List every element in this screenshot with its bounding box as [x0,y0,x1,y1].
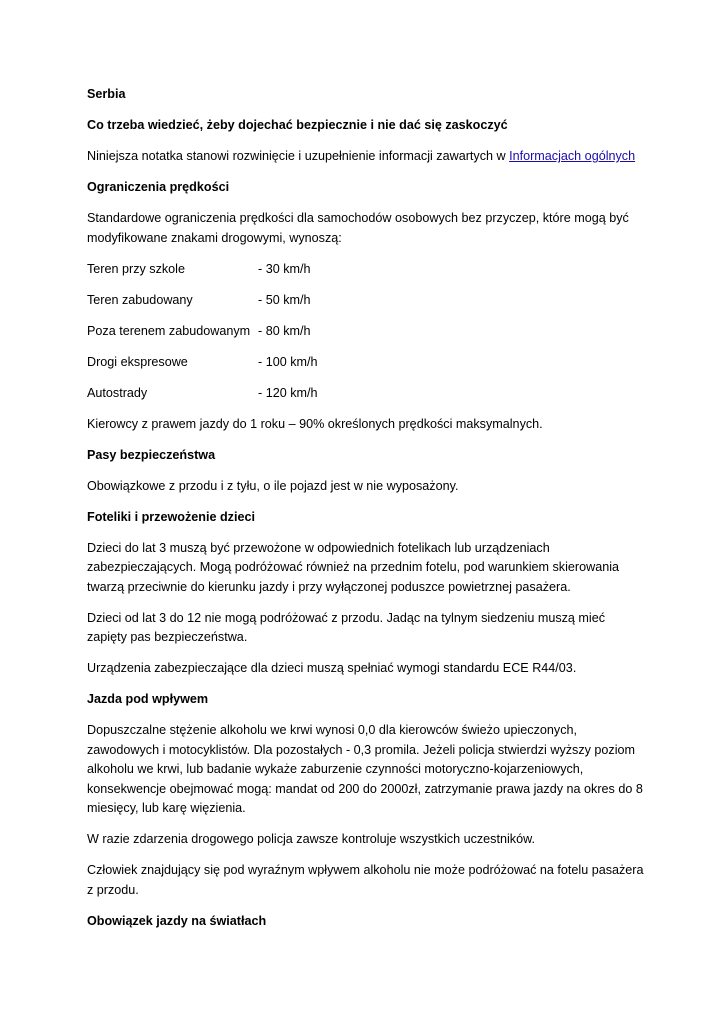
document-body [87,85,647,943]
speed-row-label: Teren przy szkole [87,261,185,276]
speed-row-label: Autostrady [87,385,148,400]
speed-row-label: Teren zabudowany [87,292,193,307]
general-info-link[interactable]: Informacjach ogólnych [509,149,636,163]
speed-row [87,260,647,280]
children-paragraph: Dzieci od lat 3 do 12 nie mogą podróżować z przodu. Jadąc na tylnym siedzeniu muszą mieć zapięty pas bezpieczeństwa. [87,610,606,644]
speed-row-value: - 30 km/h [258,261,311,276]
speed-row [87,291,647,311]
children-heading: Foteliki i przewożenie dzieci [87,509,255,524]
intro-paragraph [87,147,647,167]
alcohol-heading: Jazda pod wpływem [87,692,209,706]
speed-row-value: - 50 km/h [258,292,311,307]
speed-row-value: - 100 km/h [258,354,318,369]
lights-heading: Obowiązek jazdy na światłach [87,913,267,928]
speed-row-label: Drogi ekspresowe [87,354,188,369]
speed-row-label: Poza terenem zabudowanym [87,323,251,338]
alcohol-paragraph: Dopuszczalne stężenie alkoholu we krwi wynosi 0,0 dla kierowców świeżo upieczonych, zawodowych i motocyklistów. Dla pozostałych - 0,3 promila. Jeżeli policja stwierdzi wyższy poziom alkoholu we krwi, lub badanie wykaże zaburzenie czynności motoryczno-kojarzeniowych, konsekwencje obejmować mogą: mandat od 200 do 2000zł, zatrzymanie prawa jazdy na okres do 8 miesięcy, lub karę więzienia. [87,723,643,815]
children-paragraph: Dzieci do lat 3 muszą być przewożone w odpowiednich fotelikach lub urządzeniach zabezpieczających. Mogą podróżować również na przednim fotelu, pod warunkiem skierowania twarzą przeciwnie do kierunku jazdy i przy wyłączonej poduszce powietrznej pasażera. [87,540,620,594]
speed-row-value: - 80 km/h [258,323,311,338]
alcohol-paragraph: W razie zdarzenia drogowego policja zawsze kontroluje wszystkich uczestników. [87,832,535,846]
document-title: Serbia [87,87,126,101]
belts-heading: Pasy bezpieczeństwa [87,447,216,462]
belts-paragraph: Obowiązkowe z przodu i z tyłu, o ile pojazd jest w nie wyposażony. [87,478,459,493]
speed-row [87,353,647,373]
children-paragraph: Urządzenia zabezpieczające dla dzieci muszą spełniać wymogi standardu ECE R44/03. [87,661,577,675]
speed-note: Kierowcy z prawem jazdy do 1 roku – 90% określonych prędkości maksymalnych. [87,416,543,431]
speed-heading: Ograniczenia prędkości [87,180,230,194]
speed-paragraph: Standardowe ograniczenia prędkości dla samochodów osobowych bez przyczep, które mogą być modyfikowane znakami drogowymi, wynoszą: [87,211,629,245]
document-subtitle: Co trzeba wiedzieć, żeby dojechać bezpiecznie i nie dać się zaskoczyć [87,118,508,132]
speed-row-value: - 120 km/h [258,385,318,400]
speed-row [87,384,647,404]
intro-text: Niniejsza notatka stanowi rozwinięcie i uzupełnienie informacji zawartych w [87,149,510,163]
speed-row [87,322,647,342]
alcohol-paragraph: Człowiek znajdujący się pod wyraźnym wpływem alkoholu nie może podróżować na fotelu pasażera z przodu. [87,863,644,897]
